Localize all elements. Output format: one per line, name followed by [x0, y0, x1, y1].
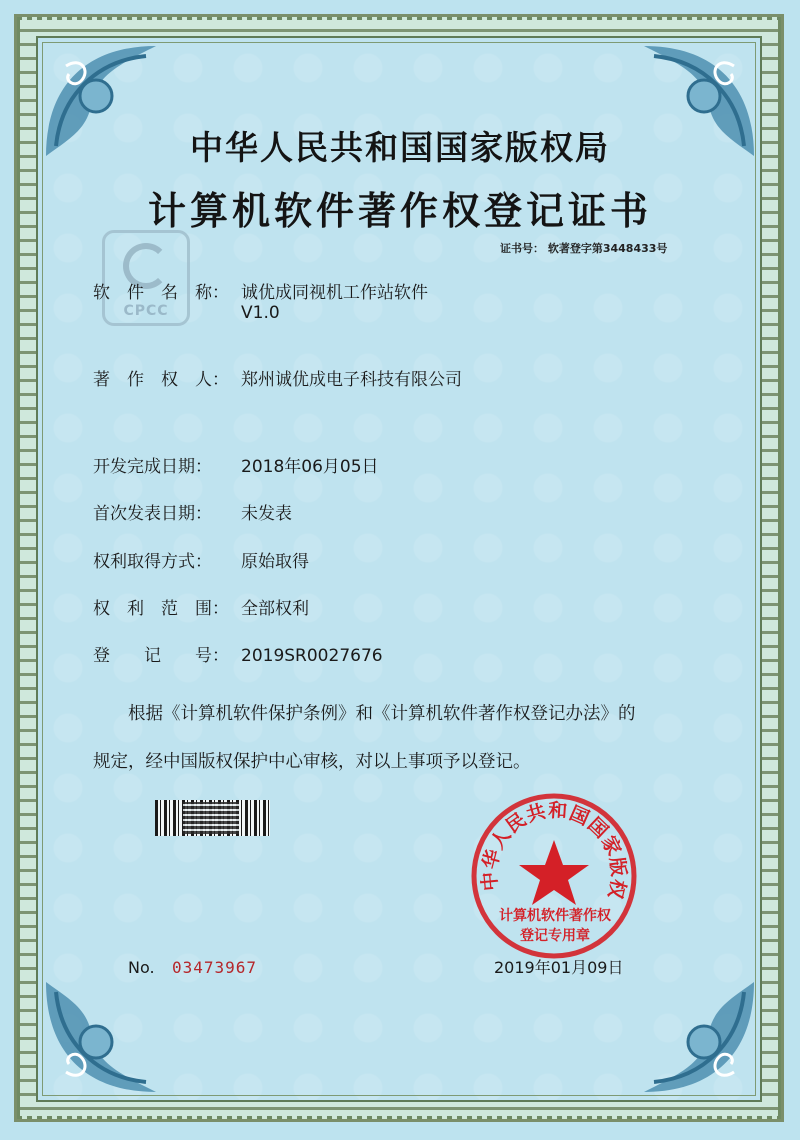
- statement-line-1: 根据《计算机软件保护条例》和《计算机软件著作权登记办法》的: [128, 704, 636, 724]
- registration-value: 2019SR0027676: [241, 646, 383, 666]
- seal-center-line2: 登记专用章: [520, 928, 590, 944]
- registration-row: [93, 641, 383, 666]
- dev-date-row: [93, 452, 379, 477]
- statement: [93, 690, 733, 786]
- registration-label: 登 记 号：: [93, 646, 229, 666]
- software-name-row: [93, 278, 428, 303]
- certificate-number: 证书号： 软著登字第3448433号: [500, 242, 668, 255]
- seal-center-line1: 计算机软件著作权: [499, 908, 611, 924]
- issuer-title: 中华人民共和国国家版权局: [190, 128, 610, 167]
- seal-ring-text: 中华人民共和国国家版权: [478, 799, 630, 902]
- owner-row: [93, 365, 462, 390]
- acquire-value: 原始取得: [241, 552, 309, 572]
- barcode-icon: [155, 800, 270, 836]
- seal-center-text: [480, 906, 630, 946]
- serial-label: No.: [128, 958, 155, 977]
- barcode-center: [183, 802, 239, 834]
- dev-date-label: 开发完成日期：: [93, 457, 212, 477]
- software-name-value: 诚优成同视机工作站软件: [241, 283, 428, 303]
- acquire-label: 权利取得方式：: [93, 552, 212, 572]
- serial-number: 03473967: [172, 958, 258, 977]
- acquire-row: [93, 547, 309, 572]
- software-version: V1.0: [241, 303, 280, 323]
- owner-value: 郑州诚优成电子科技有限公司: [241, 370, 462, 390]
- certificate-title: 计算机软件著作权登记证书: [147, 188, 652, 233]
- corner-ornament-icon: [634, 972, 764, 1102]
- dev-date-value: 2018年06月05日: [241, 457, 379, 477]
- scope-value: 全部权利: [241, 599, 309, 619]
- statement-line-2: 规定，经中国版权保护中心审核，对以上事项予以登记。: [93, 752, 531, 772]
- scope-row: [93, 594, 309, 619]
- logo-text: CPCC: [123, 303, 169, 319]
- owner-label: 著 作 权 人：: [93, 370, 229, 390]
- issue-date: 2019年01月09日: [494, 958, 624, 977]
- corner-ornament-icon: [36, 972, 166, 1102]
- software-name-label: 软 件 名 称：: [93, 283, 229, 303]
- pub-date-value: 未发表: [241, 504, 292, 524]
- star-icon: [519, 840, 589, 905]
- pub-date-row: [93, 499, 292, 524]
- pub-date-label: 首次发表日期：: [93, 504, 212, 524]
- scope-label: 权 利 范 围：: [93, 599, 229, 619]
